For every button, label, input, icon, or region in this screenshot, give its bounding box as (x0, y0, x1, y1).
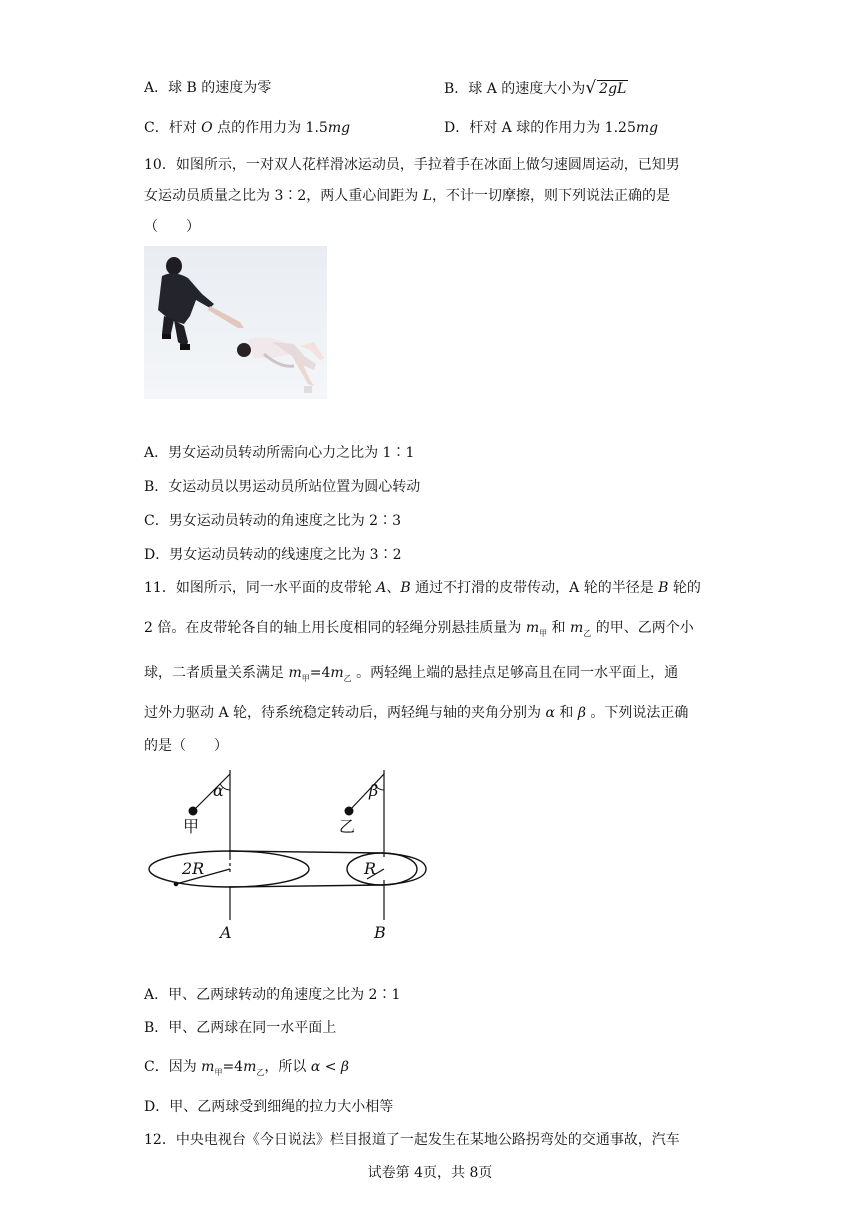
q10-option-a: A．男女运动员转动所需向心力之比为 1∶1 (144, 445, 415, 461)
ball-yi (345, 807, 353, 815)
label-alpha: α (213, 781, 224, 800)
radius-a-end (174, 882, 178, 886)
q9-option-c: C．杆对 O 点的作用力为 1.5mg (144, 120, 351, 136)
q11-option-a: A．甲、乙两球转动的角速度之比为 2∶1 (144, 987, 401, 1003)
wheel-b (347, 853, 417, 885)
q11-stem-line1: 11．如图所示，同一水平面的皮带轮 A、B 通过不打滑的皮带传动，A 轮的半径是 B 轮的 (144, 580, 701, 596)
q9-option-d: D．杆对 A 球的作用力为 1.25mg (444, 120, 659, 136)
q11-stem-line4: 过外力驱动 A 轮，待系统稳定转动后，两轻绳与轴的夹角分别为 α 和 β 。下列说法正确 (144, 705, 689, 721)
q10-answer-bracket: （ ） (144, 219, 200, 235)
belt-top (229, 851, 382, 853)
q10-stem-line2: 女运动员质量之比为 3∶2，两人重心间距为 L，不计一切摩擦，则下列说法正确的是 (144, 188, 671, 204)
label-a: A (220, 923, 232, 942)
ball-jia (189, 807, 197, 815)
q11-option-d: D．甲、乙两球受到细绳的拉力大小相等 (144, 1099, 394, 1115)
q11-stem-line5: 的是（ ） (144, 738, 228, 754)
pulley-diagram (140, 762, 440, 952)
q11-option-b: B．甲、乙两球在同一水平面上 (144, 1020, 337, 1036)
string-jia (194, 774, 230, 810)
figure-skaters-photo (144, 246, 327, 399)
label-jia: 甲 (183, 817, 200, 836)
label-beta: β (369, 781, 379, 800)
q10-stem-line1: 10．如图所示，一对双人花样滑冰运动员，手拉着手在冰面上做匀速圆周运动，已知男 (144, 157, 680, 173)
page-footer: 试卷第 4页，共 8页 (367, 1165, 493, 1181)
string-yi (350, 774, 384, 810)
q12-stem-line1: 12．中央电视台《今日说法》栏目报道了一起发生在某地公路拐弯处的交通事故，汽车 (144, 1132, 680, 1148)
q9-option-a: A．球 B 的速度为零 (144, 80, 272, 96)
label-2r: 2R (182, 859, 205, 878)
belt-bottom (229, 885, 382, 887)
label-r: R (364, 859, 377, 878)
q11-stem-line2: 2 倍。在皮带轮各自的轴上用长度相同的轻绳分别悬挂质量为 $m_甲$ 和 $m_乙$ 的甲、乙两个小 (144, 620, 694, 638)
belt-right-end (382, 853, 426, 885)
label-b: B (374, 923, 386, 942)
q11-stem-line3: 球，二者质量关系满足 $m_甲=4m_乙$ 。两轻绳上端的悬挂点足够高且在同一水平面上，通 (144, 665, 679, 683)
q10-option-c: C．男女运动员转动的角速度之比为 2∶3 (144, 513, 401, 529)
q9-option-b: B．球 A 的速度大小为√ 2gL (444, 78, 627, 98)
q10-option-b: B．女运动员以男运动员所站位置为圆心转动 (144, 479, 421, 495)
q10-option-d: D．男女运动员转动的线速度之比为 3∶2 (144, 547, 402, 563)
q11-option-c: C．因为 $m_甲=4m_乙$，所以 α < β (144, 1059, 350, 1077)
label-yi: 乙 (339, 817, 356, 836)
